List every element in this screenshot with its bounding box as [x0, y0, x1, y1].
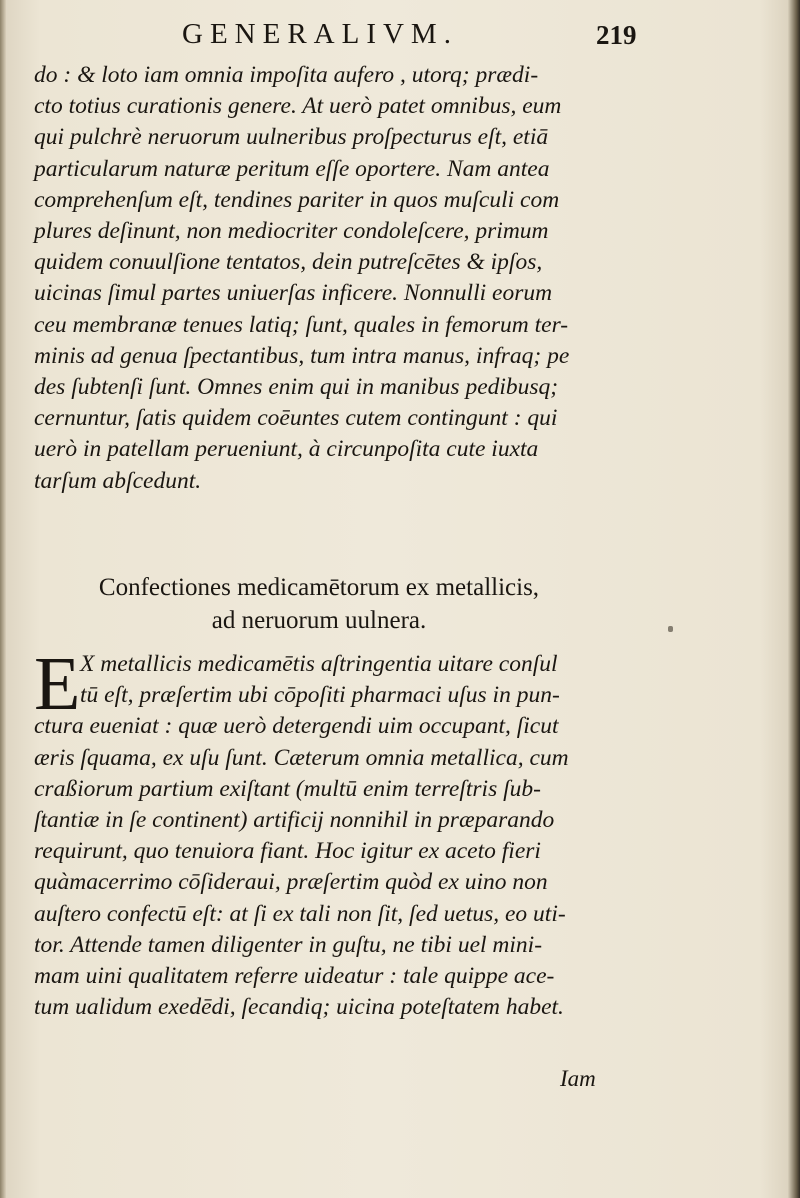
text-line: uicinas ſimul partes uniuerſas inficere. Nonnulli eorum: [34, 280, 553, 307]
text-line: æris ſquama, ex uſu ſunt. Cæterum omnia metallica, cum: [34, 744, 569, 771]
text-line: plures deſinunt, non mediocriter condoleſcere, primum: [34, 218, 549, 245]
text-line: ctura eueniat : quæ uerò detergendi uim occupant, ſicut: [34, 713, 559, 740]
text-line: tarſum abſcedunt.: [34, 467, 202, 494]
text-line: X metallicis medicamētis aſtringentia uitare conſul: [80, 651, 558, 677]
text-line: tor. Attende tamen diligenter in guſtu, ne tibi uel mini-: [34, 931, 543, 958]
page-gutter-shadow: [0, 0, 6, 1198]
text-line: particularum naturæ peritum eſſe oportere. Nam antea: [34, 155, 550, 182]
paragraph-1: [34, 60, 604, 497]
text-line: tum ualidum exedēdi, ſecandiq; uicina poteſtatem habet.: [34, 994, 564, 1021]
running-head: GENERALIVM.: [182, 18, 458, 50]
text-line: auſtero confectū eſt: at ſi ex tali non ſit, ſed uetus, eo uti-: [34, 900, 566, 927]
page-number: 219: [596, 20, 637, 50]
text-line: cto totius curationis genere. At uerò patet omnibus, eum: [34, 93, 562, 120]
text-line: minis ad genua ſpectantibus, tum intra manus, infraq; pe: [34, 342, 570, 369]
ink-speck: [668, 626, 673, 632]
text-line: comprehenſum eſt, tendines pariter in quos muſculi com: [34, 186, 560, 213]
text-line: mam uini qualitatem referre uideatur : tale quippe ace-: [34, 963, 555, 990]
text-line: uerò in patellam perueniunt, à circunpoſita cute iuxta: [34, 436, 539, 463]
text-line: ceu membranæ tenues latiq; ſunt, quales in femorum ter-: [34, 311, 569, 338]
text-line: craßiorum partium exiſtant (multū enim terreſtris ſub-: [34, 775, 541, 802]
text-line: ſtantiæ in ſe continent) artificij nonnihil in præparando: [34, 807, 555, 834]
text-line: do : & loto iam omnia impoſita aufero , utorq; prædi-: [34, 62, 539, 88]
drop-cap: E: [34, 642, 81, 726]
section-heading-line-1: Confectiones medicamētorum ex metallicis,: [98, 574, 540, 601]
section-heading-line-2: ad neruorum uulnera.: [211, 607, 427, 634]
catchword: Iam: [560, 1066, 596, 1091]
text-line: des ſubtenſi ſunt. Omnes enim qui in manibus pedibusq;: [34, 374, 559, 401]
text-line: qui pulchrè neruorum uulneribus proſpecturus eſt, etiā: [34, 124, 549, 151]
text-line: cernuntur, ſatis quidem coēuntes cutem contingunt : qui: [34, 405, 558, 432]
text-line: tū eſt, præſertim ubi cōpoſiti pharmaci uſus in pun-: [80, 682, 560, 709]
section-heading: [34, 571, 604, 637]
text-line: quàmacerrimo cōſideraui, præſertim quòd ex uino non: [34, 869, 548, 896]
text-line: quidem conuulſione tentatos, dein putreſcētes & ipſos,: [34, 249, 543, 276]
page-edge: [788, 0, 800, 1198]
text-line: requirunt, quo tenuiora fiant. Hoc igitur ex aceto fieri: [34, 838, 541, 865]
paragraph-2: [34, 642, 604, 1023]
